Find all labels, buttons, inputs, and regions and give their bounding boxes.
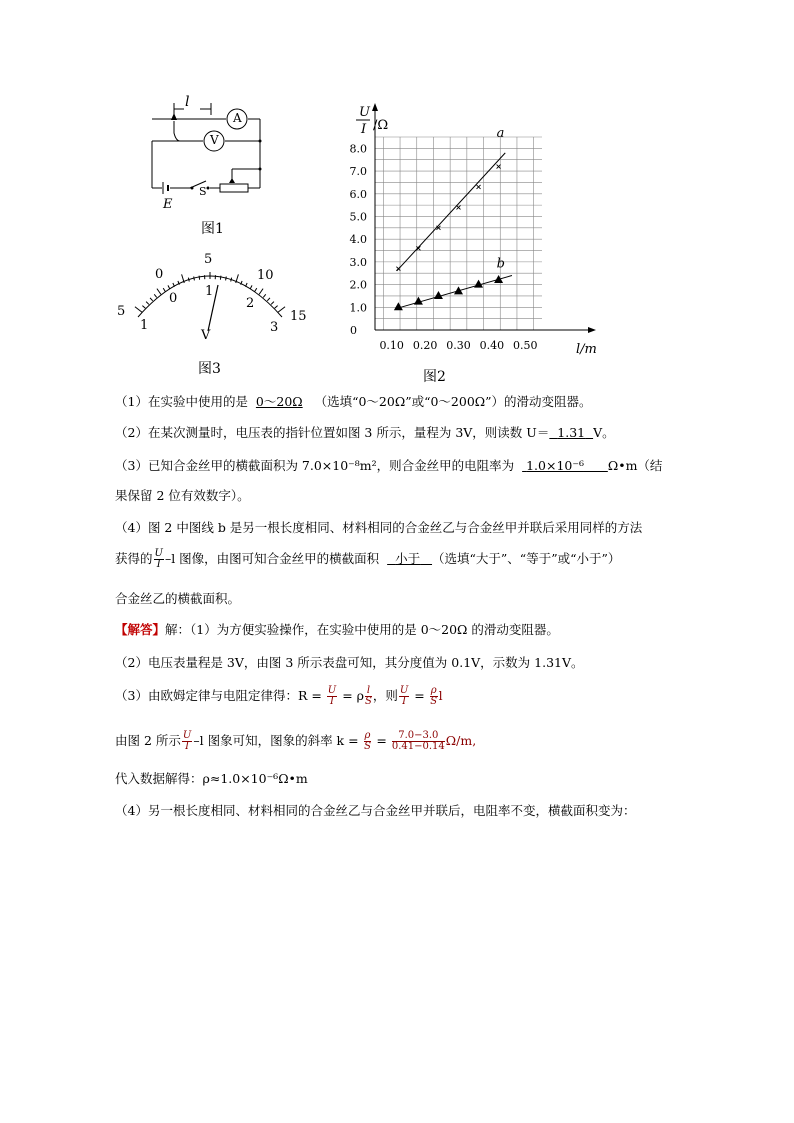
x-tick-label: 0.10 [379, 339, 404, 352]
point-b [494, 275, 503, 283]
fit-line-b [397, 276, 512, 309]
dial-tick [135, 307, 142, 313]
x-axis-arrow [588, 327, 596, 333]
battery-label: E [163, 197, 173, 212]
dial-unit: V [201, 328, 211, 343]
solution-3b: 由图 2 所示 $\frac{U}{I}$ –l 图象可知，图象的斜率 k = $\frac{\rho}{S}$ = $\frac{7.0-3.0}{0.41-0.14}$ Ω/m, [115, 730, 477, 752]
y-tick-label: 5.0 [349, 210, 367, 224]
x-tick-label: 0.40 [479, 339, 505, 352]
dial-outer-15: 15 [290, 309, 307, 324]
dial-tick [163, 288, 165, 291]
dial-tick [275, 306, 278, 309]
x-tick-label: 0.20 [412, 339, 438, 352]
solution-4: （4）另一根长度相同、材料相同的合金丝乙与合金丝甲并联后，电阻率不变，横截面积变为： [115, 803, 636, 818]
answer-1: 0～20Ω [255, 394, 303, 409]
fig1-label-l: l [185, 94, 190, 110]
series-label-a: a [496, 125, 505, 141]
voltmeter-label: V [210, 133, 219, 147]
dial-inner-3: 3 [270, 320, 279, 335]
question-2: （2）在某次测量时，电压表的指针位置如图 3 所示，量程为 3V，则读数 U＝ 1.31 V。 [115, 425, 615, 440]
dial-tick [259, 289, 263, 295]
dial-tick [267, 298, 270, 301]
point-b [454, 286, 463, 294]
point-a [477, 185, 481, 189]
dial-tick [263, 294, 265, 297]
dial-outer-5-left: 5 [117, 304, 126, 319]
y-axis-arrow [372, 103, 378, 111]
question-3: （3）已知合金丝甲的横截面积为 7.0×10⁻⁸m²，则合金丝甲的电阻率为 1.0×10⁻⁶ Ω•m（结 [115, 458, 663, 473]
answer-2: 1.31 [557, 425, 586, 440]
fig1-caption: 图1 [201, 221, 224, 237]
point-a [457, 205, 461, 209]
dial-outer-0: 0 [155, 267, 164, 282]
y-tick-label: 4.0 [349, 233, 367, 247]
question-3-cont: 果保留 2 位有效数字）。 [115, 488, 250, 503]
dial-inner-2: 2 [246, 296, 255, 311]
y-axis-label: U [359, 105, 370, 120]
y-tick-label: 8.0 [349, 142, 367, 156]
solution-1: 【解答】解：（1）为方便实验操作，在实验中使用的是 0～20Ω 的滑动变阻器。 [115, 622, 559, 637]
y-zero-label: 0 [350, 324, 357, 337]
answer-4: 小于 [395, 551, 421, 566]
fit-line-a [397, 153, 506, 271]
point-b [414, 297, 423, 305]
series-label-b: b [496, 256, 505, 272]
dial-tick [278, 307, 285, 313]
point-b [394, 302, 403, 310]
dial-inner-0: 0 [169, 291, 178, 306]
switch-label: S [199, 185, 207, 198]
solution-2: （2）电压表量程是 3V，由图 3 所示表盘可知，其分度值为 0.1V，示数为 1.31V。 [115, 655, 584, 670]
question-4-line3: 合金丝乙的横截面积。 [115, 591, 241, 606]
dial-tick [154, 294, 156, 297]
y-tick-label: 3.0 [349, 255, 367, 269]
point-b [434, 291, 443, 299]
dial-tick [271, 302, 274, 305]
question-1: （1）在实验中使用的是 0～20Ω （选填“0～20Ω”或“0～200Ω”）的滑动变阻器。 [115, 394, 592, 409]
question-4-line2: 获得的 $\frac{U}{I}$ –l 图像，由图可知合金丝甲的横截面积 小于 （选填“大于”、“等于”或“小于”） [115, 548, 621, 570]
question-4-line1: （4）图 2 中图线 b 是另一根长度相同、材料相同的合金丝乙与合金丝甲并联后采用同样的方法 [115, 520, 643, 535]
solution-tag: 【解答】 [115, 622, 166, 637]
dial-tick [146, 302, 149, 305]
y-axis-label-unit: /Ω [373, 118, 389, 133]
x-tick-label: 0.30 [446, 339, 471, 352]
y-axis-label-den: I [361, 122, 367, 137]
fig3-caption: 图3 [198, 361, 221, 377]
dial-tick [255, 288, 257, 291]
y-tick-label: 6.0 [349, 187, 367, 201]
dial-tick [142, 306, 145, 309]
dial-tick [157, 289, 161, 295]
x-axis-label: l/m [576, 342, 597, 357]
circuit-diagram [140, 95, 275, 210]
solution-3: （3）由欧姆定律与电阻定律得：R = $\frac{U}{I}$ = ρ $\frac{l}{S}$ ，则 $\frac{U}{I}$ = $\frac{\rho}{S}$ l [115, 685, 443, 707]
solution-3c: 代入数据解得：ρ≈1.0×10⁻⁶Ω•m [115, 771, 308, 786]
fig2-caption: 图2 [423, 369, 446, 385]
y-tick-label: 2.0 [349, 278, 367, 292]
answer-3: 1.0×10⁻⁶ [526, 458, 584, 473]
dial-inner-1-left: 1 [140, 318, 149, 333]
y-tick-label: 7.0 [349, 165, 367, 179]
dial-outer-5: 5 [204, 252, 213, 267]
x-tick-label: 0.50 [513, 339, 538, 352]
ammeter-label: A [233, 111, 242, 125]
graph-u-over-i-vs-l [320, 95, 620, 360]
point-b [474, 280, 483, 288]
dial-outer-10: 10 [257, 268, 274, 283]
dial-inner-1: 1 [205, 284, 214, 299]
y-tick-label: 1.0 [349, 301, 367, 315]
dial-tick [150, 298, 153, 301]
